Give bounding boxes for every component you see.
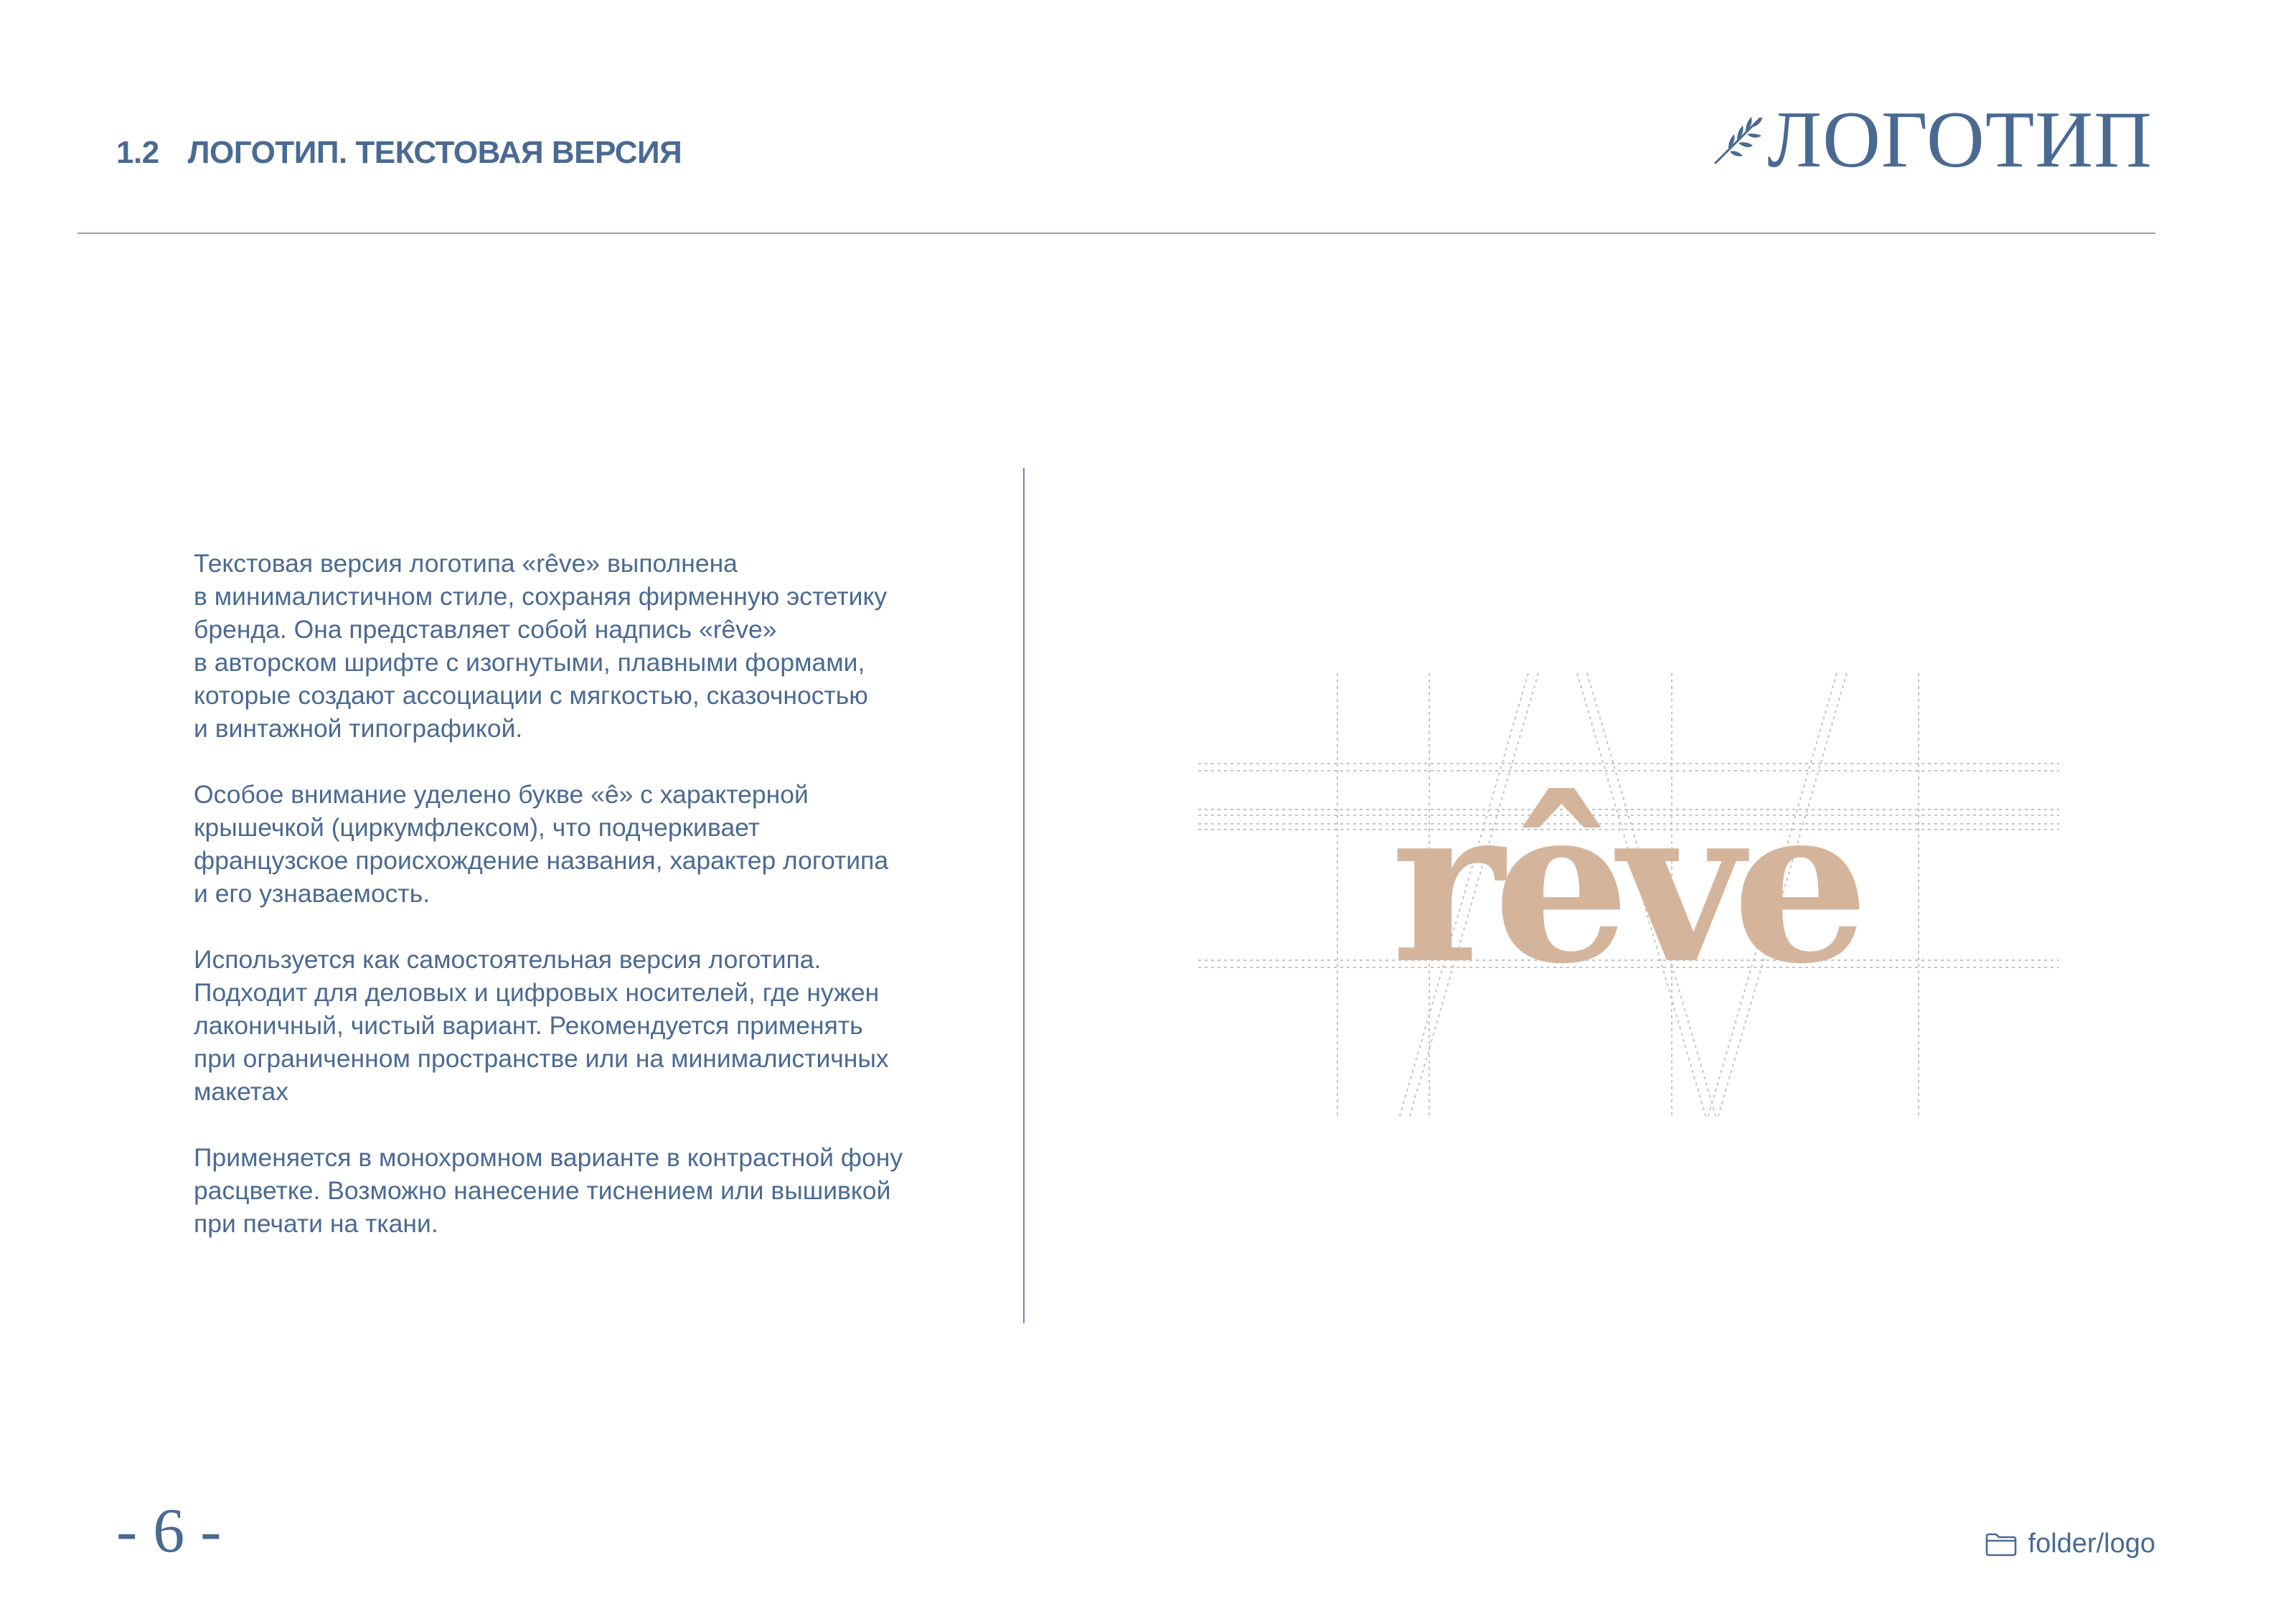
brand-heading-text: ЛОГОТИП [1767, 95, 2152, 184]
paragraph-3: Используется как самостоятельная версия логотипа. Подходит для деловых и цифровых носителей, где нужен лаконичный, чистый вариант. Рекомендуется применять при ограниченном пространстве или на минималистичных макетах [194, 945, 889, 1106]
paragraph-4: Применяется в монохромном варианте в контрастной фону расцветке. Возможно нанесение тиснением или вышивкой при печати на ткани. [194, 1143, 903, 1238]
reve-wordmark-text: rêve [1391, 758, 1858, 1011]
section-title [116, 135, 682, 171]
paragraph-2: Особое внимание уделено букве «ê» с характерной крышечкой (циркумфлексом), что подчеркивает французское происхождение названия, характер логотипа и его узнаваемость. [194, 780, 889, 908]
sprig-icon [1710, 113, 1764, 167]
brand-heading [1693, 95, 2152, 184]
header-divider [77, 233, 2155, 234]
folder-path-text: folder/logo [2028, 1529, 2155, 1559]
logo-construction-svg [1198, 673, 2059, 1118]
section-title-text: ЛОГОТИП. ТЕКСТОВАЯ ВЕРСИЯ [187, 135, 682, 170]
folder-icon [1985, 1532, 2017, 1557]
description-text [194, 547, 997, 1273]
page-number: - 6 - [116, 1496, 222, 1566]
folder-path[interactable] [1985, 1529, 2155, 1559]
section-number: 1.2 [116, 135, 159, 170]
paragraph-1: Текстовая версия логотипа «rêve» выполнена в минималистичном стиле, сохраняя фирменную эстетику бренда. Она представляет собой надпись «rêve» в авторском шрифте с изогнутыми, плавными формами, которые создают ассоциации с мягкостью, сказочностью и винтажной типографикой. [194, 549, 888, 743]
vertical-divider [1023, 468, 1025, 1323]
reve-wordmark [1391, 758, 1860, 1011]
logo-construction-figure [1198, 673, 2059, 1118]
